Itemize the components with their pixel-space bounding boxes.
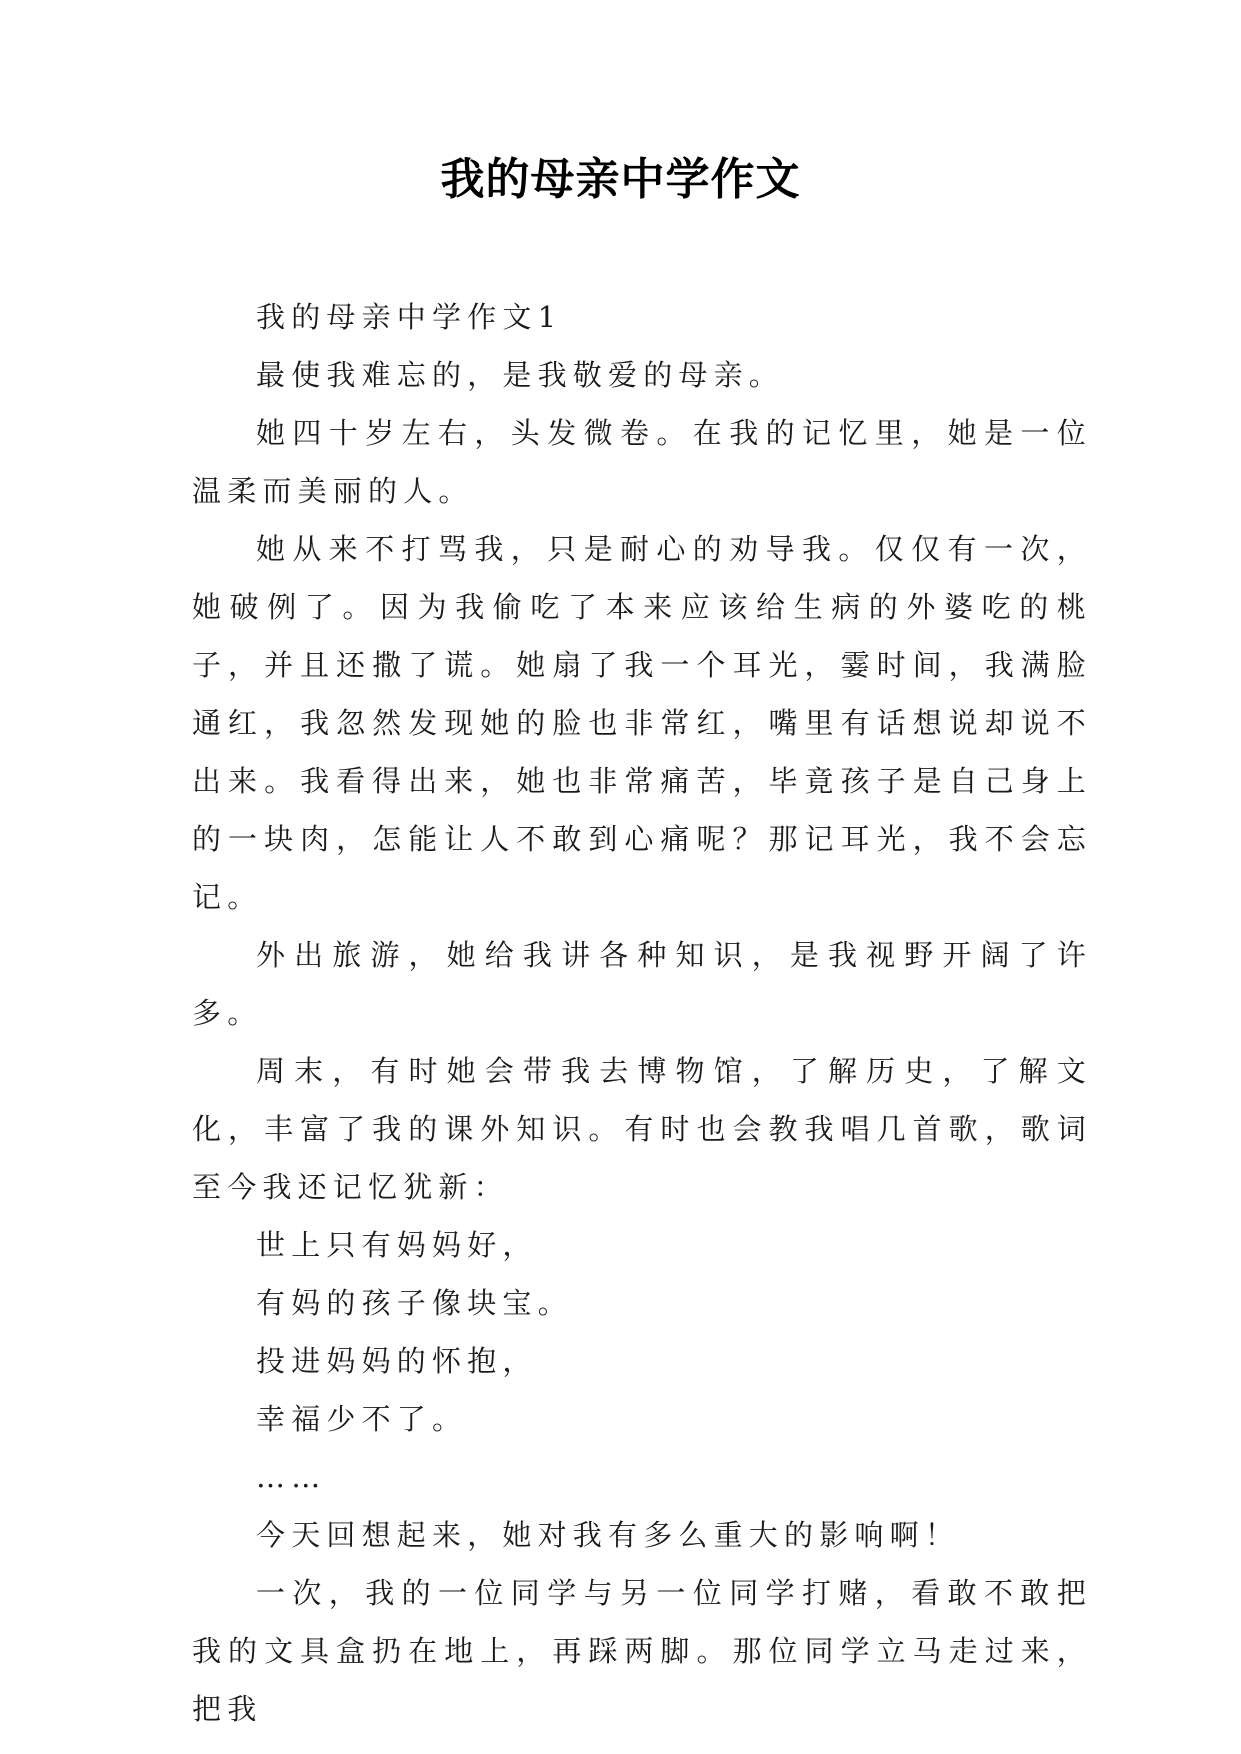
paragraph: 最使我难忘的，是我敬爱的母亲。 — [256, 358, 785, 392]
paragraph: 今天回想起来，她对我有多么重大的影响啊！ — [256, 1518, 961, 1552]
ellipsis-line: …… — [256, 1460, 327, 1494]
document-title: 我的母亲中学作文 — [440, 154, 801, 205]
paragraph: 她四十岁左右，头发微卷。在我的记忆里，她是一位温柔而美丽的人。 — [192, 416, 1092, 508]
poem-line: 有妈的孩子像块宝。 — [256, 1286, 573, 1320]
document-body — [192, 288, 1092, 1738]
poem-line: 投进妈妈的怀抱， — [256, 1344, 538, 1378]
paragraph: 她从来不打骂我，只是耐心的劝导我。仅仅有一次，她破例了。因为我偷吃了本来应该给生病的外婆吃的桃子，并且还撒了谎。她扇了我一个耳光，霎时间，我满脸通红，我忽然发现她的脸也非常红，嘴里有话想说却说不出来。我看得出来，她也非常痛苦，毕竟孩子是自己身上的一块肉，怎能让人不敢到心痛呢？那记耳光，我不会忘记。 — [192, 532, 1092, 914]
paragraph: 一次，我的一位同学与另一位同学打赌，看敢不敢把我的文具盒扔在地上，再踩两脚。那位同学立马走过来，把我 — [192, 1576, 1092, 1726]
poem-line: 世上只有妈妈好， — [256, 1228, 538, 1262]
paragraph: 周末，有时她会带我去博物馆，了解历史，了解文化，丰富了我的课外知识。有时也会教我唱几首歌，歌词至今我还记忆犹新： — [192, 1054, 1092, 1204]
paragraph: 我的母亲中学作文1 — [256, 300, 563, 334]
poem-line: 幸福少不了。 — [256, 1402, 468, 1436]
paragraph: 外出旅游，她给我讲各种知识，是我视野开阔了许多。 — [192, 938, 1092, 1030]
